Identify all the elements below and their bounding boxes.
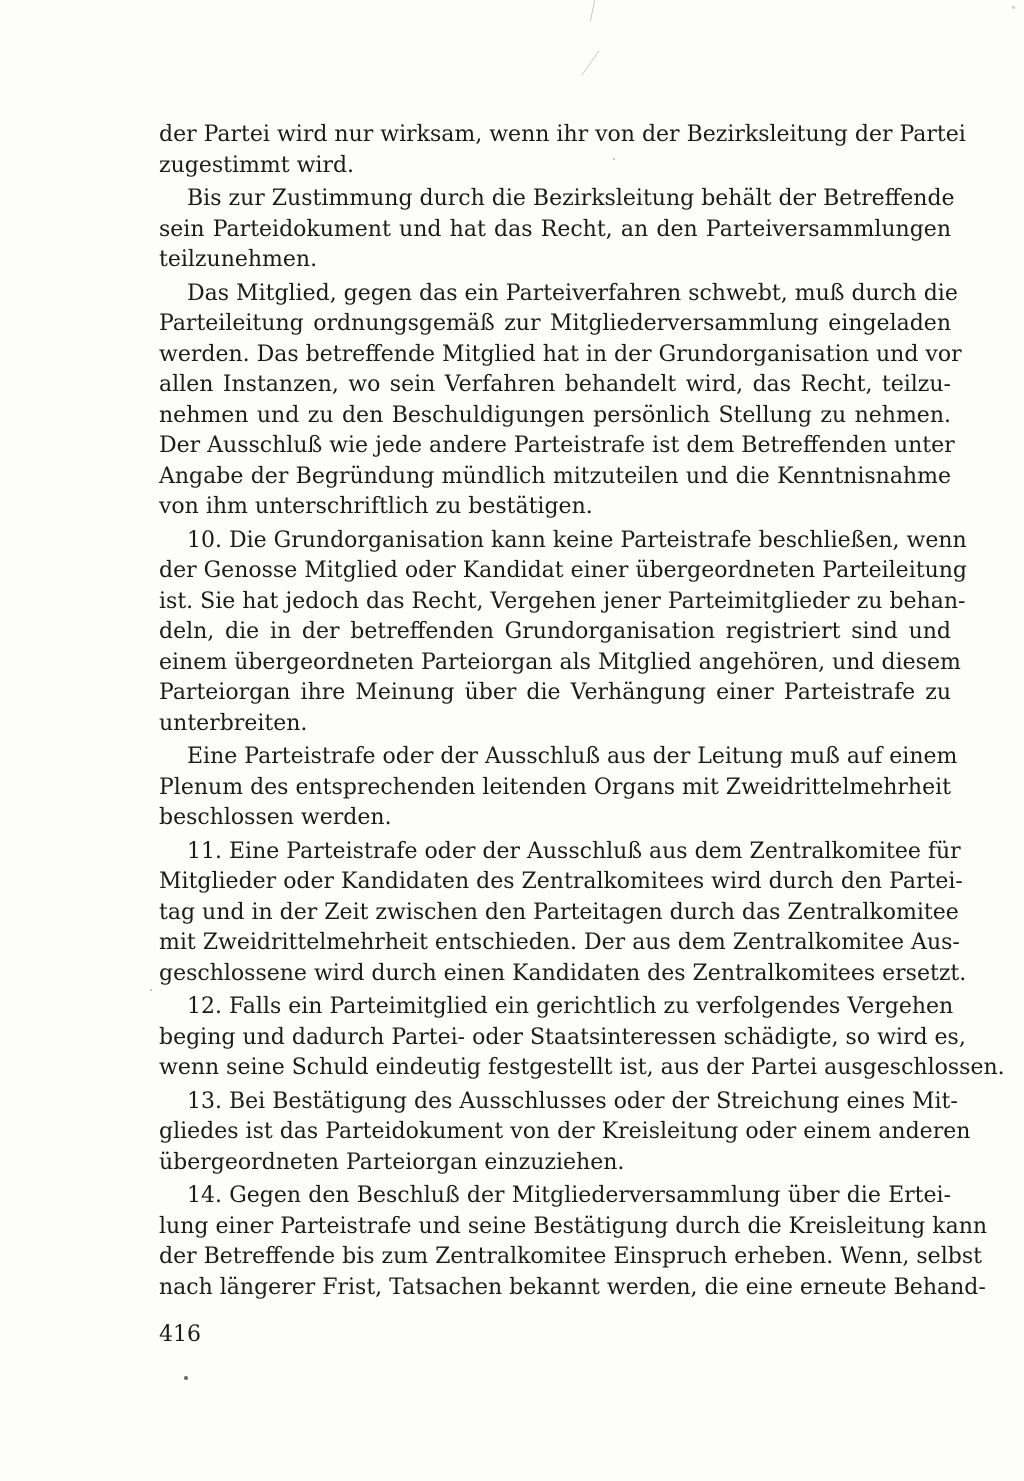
text-line: Angabe der Begründung mündlich mitzuteilen und die Kenntnisnahme [159, 463, 951, 489]
text-line: werden. Das betreffende Mitglied hat in der Grundorganisation und vor [159, 341, 962, 367]
text-line: lung einer Parteistrafe und seine Bestätigung durch die Kreisleitung kann [159, 1213, 988, 1239]
text-line: Mitglieder oder Kandidaten des Zentralkomitees wird durch den Partei- [159, 869, 963, 894]
text-line: gliedes ist das Parteidokument von der Kreisleitung oder einem anderen [159, 1119, 971, 1144]
text-line: 12. Falls ein Parteimitglied ein gerichtlich zu verfolgendes Vergehen [187, 994, 954, 1019]
text-line: teilzunehmen. [159, 247, 318, 272]
text-line: geschlossene wird durch einen Kandidaten des Zentralkomitees ersetzt. [159, 960, 967, 986]
paragraph [159, 184, 955, 276]
text-line: mit Zweidrittelmehrheit entschieden. Der aus dem Zentralkomitee Aus- [159, 930, 960, 955]
scan-artifact [581, 50, 599, 75]
text-line: Plenum des entsprechenden leitenden Organs mit Zweidrittelmehrheit [159, 774, 951, 800]
text-line: wenn seine Schuld eindeutig festgestellt ist, aus der Partei ausgeschlossen. [159, 1055, 1005, 1080]
text-line: sein Parteidokument und hat das Recht, an den Parteiversammlungen [159, 216, 951, 242]
text-line: beging und dadurch Partei- oder Staatsinteressen schädigte, so wird es, [159, 1024, 966, 1050]
text-line: der Betreffende bis zum Zentralkomitee Einspruch erheben. Wenn, selbst [159, 1244, 982, 1269]
text-line: unterbreiten. [159, 710, 308, 736]
text-line: Bis zur Zustimmung durch die Bezirksleitung behält der Betreffende [187, 186, 955, 211]
text-line: Parteiorgan ihre Meinung über die Verhängung einer Parteistrafe zu [159, 680, 951, 705]
text-line: 10. Die Grundorganisation kann keine Parteistrafe beschließen, wenn [187, 527, 967, 553]
page-number: 416 [159, 1322, 201, 1347]
paragraph [159, 1181, 988, 1303]
scan-artifact [150, 989, 152, 991]
text-line: deln, die in der betreffenden Grundorganisation registriert sind und [159, 619, 951, 644]
text-line: einem übergeordneten Parteiorgan als Mitglied angehören, und diesem [159, 649, 961, 675]
body-text [159, 120, 1005, 1303]
text-line: der Partei wird nur wirksam, wenn ihr von der Bezirksleitung der Partei [159, 122, 966, 147]
text-line: Parteileitung ordnungsgemäß zur Mitgliederversammlung eingeladen [159, 311, 951, 336]
text-line: zugestimmt wird. [159, 152, 355, 178]
text-line: der Genosse Mitglied oder Kandidat einer übergeordneten Parteileitung [159, 558, 967, 583]
paragraph [159, 120, 966, 181]
text-line: nach längerer Frist, Tatsachen bekannt werden, die eine erneute Behand- [159, 1274, 986, 1300]
paragraph [159, 742, 958, 834]
text-line: ist. Sie hat jedoch das Recht, Vergehen jener Parteimitglieder zu behan- [159, 588, 966, 614]
text-line: Das Mitglied, gegen das ein Parteiverfahren schwebt, muß durch die [187, 280, 958, 306]
text-line: beschlossen werden. [159, 805, 392, 830]
scan-artifact [184, 1376, 188, 1380]
scan-artifact [1012, 6, 1015, 9]
paragraph [159, 1087, 971, 1179]
text-line: allen Instanzen, wo sein Verfahren behandelt wird, das Recht, teilzu- [159, 372, 951, 397]
text-line: 13. Bei Bestätigung des Ausschlusses oder der Streichung eines Mit- [187, 1088, 958, 1114]
text-line: übergeordneten Parteiorgan einzuziehen. [159, 1149, 625, 1175]
scan-artifact [590, 0, 596, 22]
paragraph [159, 992, 1005, 1084]
paragraph [159, 837, 967, 990]
paragraph [159, 279, 962, 523]
text-line: Der Ausschluß wie jede andere Parteistrafe ist dem Betreffenden unter [159, 433, 955, 458]
text-line: tag und in der Zeit zwischen den Parteitagen durch das Zentralkomitee [159, 899, 959, 925]
text-line: 14. Gegen den Beschluß der Mitgliederversammlung über die Ertei- [187, 1183, 951, 1208]
paragraph [159, 526, 967, 740]
text-line: Eine Parteistrafe oder der Ausschluß aus der Leitung muß auf einem [187, 744, 958, 769]
text-line: 11. Eine Parteistrafe oder der Ausschluß aus dem Zentralkomitee für [187, 838, 961, 864]
text-line: nehmen und zu den Beschuldigungen persönlich Stellung zu nehmen. [159, 402, 951, 428]
text-line: von ihm unterschriftlich zu bestätigen. [159, 494, 593, 519]
